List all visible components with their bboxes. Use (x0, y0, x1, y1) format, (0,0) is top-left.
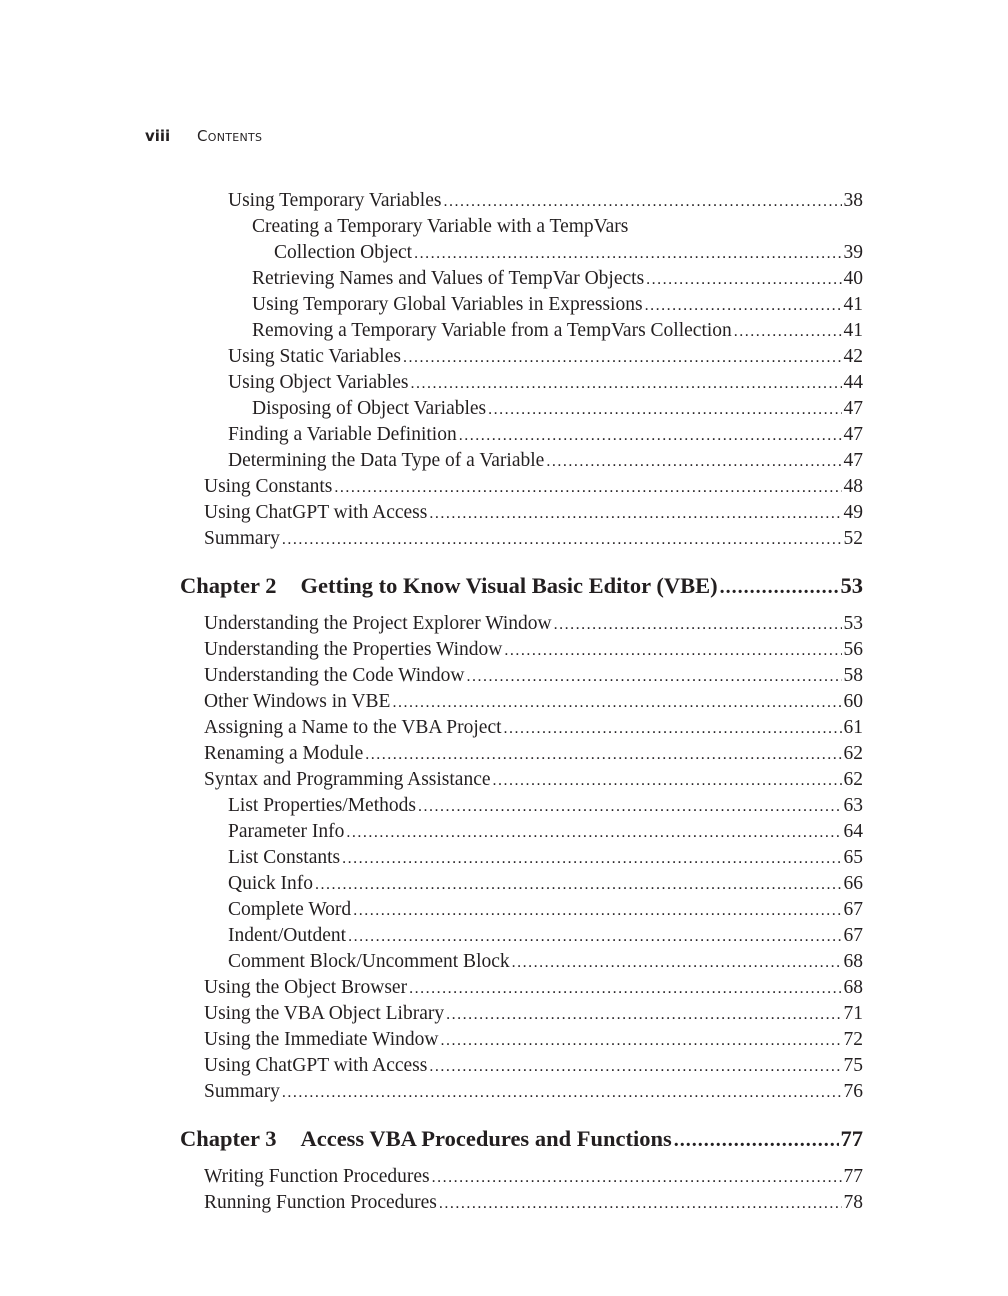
dot-leader (282, 1080, 842, 1106)
dot-leader (488, 397, 841, 423)
chapter-label: Chapter 3 (180, 1126, 277, 1151)
toc-entry-page: 47 (843, 398, 863, 419)
chapter-page: 77 (840, 1126, 863, 1151)
toc-entry-page: 67 (843, 925, 863, 946)
toc-entry (180, 1001, 863, 1027)
toc-entry (180, 923, 863, 949)
dot-leader (429, 1054, 841, 1080)
toc-entry-title: List Properties/Methods (228, 795, 416, 816)
toc-entry-title: Indent/Outdent (228, 925, 347, 946)
chapter-title: Access VBA Procedures and Functions (300, 1126, 672, 1151)
toc-entry (180, 663, 863, 689)
toc-entry (180, 871, 863, 897)
toc-entry-title: Using the Object Browser (204, 977, 408, 998)
toc-entry-page: 41 (843, 320, 863, 341)
toc-entry-page: 68 (843, 951, 863, 972)
dot-leader (429, 501, 841, 527)
toc-entry (180, 949, 863, 975)
dot-leader (348, 924, 841, 950)
dot-leader (282, 527, 842, 553)
toc-entry (180, 767, 863, 793)
toc-entry-title: Using the Immediate Window (204, 1029, 439, 1050)
toc-entry-title: Complete Word (228, 899, 352, 920)
chapter-heading (180, 572, 863, 600)
toc-entry (180, 214, 863, 240)
dot-leader (439, 1191, 842, 1217)
dot-leader (674, 1126, 839, 1154)
toc-entry-page: 47 (843, 424, 863, 445)
toc-entry (180, 741, 863, 767)
toc-entry (180, 500, 863, 526)
toc-entry (180, 422, 863, 448)
dot-leader (645, 293, 842, 319)
toc-entry (180, 474, 863, 500)
toc-entry-title: Understanding the Code Window (204, 665, 465, 686)
toc-entry (180, 1053, 863, 1079)
toc-entry (180, 819, 863, 845)
dot-leader (459, 423, 842, 449)
toc-entry-title-continued: Collection Object (274, 242, 413, 263)
toc-entry-page: 40 (843, 268, 863, 289)
chapter-label: Chapter 2 (180, 573, 277, 598)
page-number: viii (145, 127, 171, 145)
toc-entry-title: Syntax and Programming Assistance (204, 769, 491, 790)
toc-entry (180, 1027, 863, 1053)
toc-entry-title: Disposing of Object Variables (252, 398, 487, 419)
toc-entry-page: 63 (843, 795, 863, 816)
toc-entry (180, 266, 863, 292)
toc-entry (180, 318, 863, 344)
toc-entry-page: 42 (843, 346, 863, 367)
dot-leader (342, 846, 841, 872)
dot-leader (346, 820, 841, 846)
toc-entry-page: 41 (843, 294, 863, 315)
toc-entry-title: Comment Block/Uncomment Block (228, 951, 510, 972)
toc-entry-page: 49 (843, 502, 863, 523)
toc-entry-page: 75 (843, 1055, 863, 1076)
toc-entry-page: 48 (843, 476, 863, 497)
dot-leader (409, 976, 841, 1002)
dot-leader (440, 1028, 841, 1054)
toc-entry-page: 62 (843, 769, 863, 790)
toc-entry (180, 1190, 863, 1216)
toc-entry-title: Parameter Info (228, 821, 345, 842)
toc-entry-title: Other Windows in VBE (204, 691, 391, 712)
toc-entry-page: 60 (843, 691, 863, 712)
toc-entry (180, 975, 863, 1001)
toc-entry-page: 44 (843, 372, 863, 393)
dot-leader (466, 664, 841, 690)
toc-entry-page: 38 (843, 190, 863, 211)
dot-leader (504, 716, 842, 742)
toc-entry (180, 526, 863, 552)
toc-entry (180, 1164, 863, 1190)
toc-entry (180, 637, 863, 663)
toc-entry-title: Using Object Variables (228, 372, 409, 393)
toc-entry-title: Renaming a Module (204, 743, 364, 764)
dot-leader (432, 1165, 842, 1191)
toc-entry-page: 76 (843, 1081, 863, 1102)
toc-entry-page: 47 (843, 450, 863, 471)
toc-entry-title: Summary (204, 528, 280, 549)
toc-entry (180, 344, 863, 370)
toc-entry-title: Using Constants (204, 476, 333, 497)
toc-entry-title: Assigning a Name to the VBA Project (204, 717, 502, 738)
toc-entry-title: Using Static Variables (228, 346, 401, 367)
dot-leader (365, 742, 841, 768)
dot-leader (493, 768, 842, 794)
toc-entry-page: 71 (843, 1003, 863, 1024)
toc-entry-title: Using the VBA Object Library (204, 1003, 445, 1024)
toc-entry-title: Quick Info (228, 873, 314, 894)
toc-entry-title: Removing a Temporary Variable from a TempVars Collection (252, 320, 732, 341)
chapter-page: 53 (840, 573, 863, 598)
dot-leader (411, 371, 842, 397)
toc-entry-page: 66 (843, 873, 863, 894)
toc-entry (180, 845, 863, 871)
dot-leader (315, 872, 841, 898)
toc-entry-page: 56 (843, 639, 863, 660)
toc-entry (180, 793, 863, 819)
toc-entry (180, 292, 863, 318)
toc-entry-title: Determining the Data Type of a Variable (228, 450, 545, 471)
toc-entry (180, 396, 863, 422)
toc-entry-title: Using ChatGPT with Access (204, 502, 428, 523)
dot-leader (720, 573, 839, 601)
toc-entry (180, 611, 863, 637)
toc-entry-page: 72 (843, 1029, 863, 1050)
toc-entry (180, 370, 863, 396)
toc-entry-title: Using Temporary Global Variables in Expressions (252, 294, 643, 315)
toc-entry-page: 58 (843, 665, 863, 686)
toc-entry-title: Finding a Variable Definition (228, 424, 457, 445)
toc-entry-title: Retrieving Names and Values of TempVar Objects (252, 268, 645, 289)
toc-entry-page: 39 (843, 242, 863, 263)
dot-leader (392, 690, 841, 716)
toc-entry-page: 62 (843, 743, 863, 764)
dot-leader (418, 794, 842, 820)
table-of-contents (180, 188, 863, 1216)
toc-entry-title: Writing Function Procedures (204, 1166, 430, 1187)
toc-entry-page: 77 (843, 1166, 863, 1187)
toc-entry-page: 52 (843, 528, 863, 549)
toc-entry-title: Understanding the Properties Window (204, 639, 503, 660)
dot-leader (446, 1002, 841, 1028)
toc-entry (180, 188, 863, 214)
toc-entry-title: Creating a Temporary Variable with a TempVars (252, 216, 629, 237)
toc-entry-page: 61 (843, 717, 863, 738)
dot-leader (403, 345, 842, 371)
toc-entry (180, 715, 863, 741)
toc-entry-title: Understanding the Project Explorer Window (204, 613, 552, 634)
toc-entry (180, 897, 863, 923)
toc-entry-page: 67 (843, 899, 863, 920)
toc-entry-page: 78 (843, 1192, 863, 1213)
toc-entry-page: 68 (843, 977, 863, 998)
running-header (145, 127, 262, 145)
chapter-heading (180, 1125, 863, 1153)
toc-entry-title: List Constants (228, 847, 341, 868)
chapter-title: Getting to Know Visual Basic Editor (VBE) (300, 573, 718, 598)
toc-entry-page: 65 (843, 847, 863, 868)
toc-entry-title: Using ChatGPT with Access (204, 1055, 428, 1076)
running-title: Contents (196, 127, 263, 145)
dot-leader (512, 950, 842, 976)
dot-leader (414, 241, 841, 267)
toc-entry-title: Using Temporary Variables (228, 190, 442, 211)
toc-entry-title: Running Function Procedures (204, 1192, 437, 1213)
dot-leader (504, 638, 841, 664)
toc-entry (180, 1079, 863, 1105)
toc-entry-title: Summary (204, 1081, 280, 1102)
dot-leader (734, 319, 842, 345)
toc-entry-continuation (180, 240, 863, 266)
toc-entry (180, 448, 863, 474)
dot-leader (353, 898, 841, 924)
toc-entry-page: 64 (843, 821, 863, 842)
toc-entry-page: 53 (843, 613, 863, 634)
dot-leader (546, 449, 841, 475)
toc-entry (180, 689, 863, 715)
dot-leader (646, 267, 841, 293)
dot-leader (443, 189, 841, 215)
dot-leader (554, 612, 842, 638)
dot-leader (334, 475, 841, 501)
